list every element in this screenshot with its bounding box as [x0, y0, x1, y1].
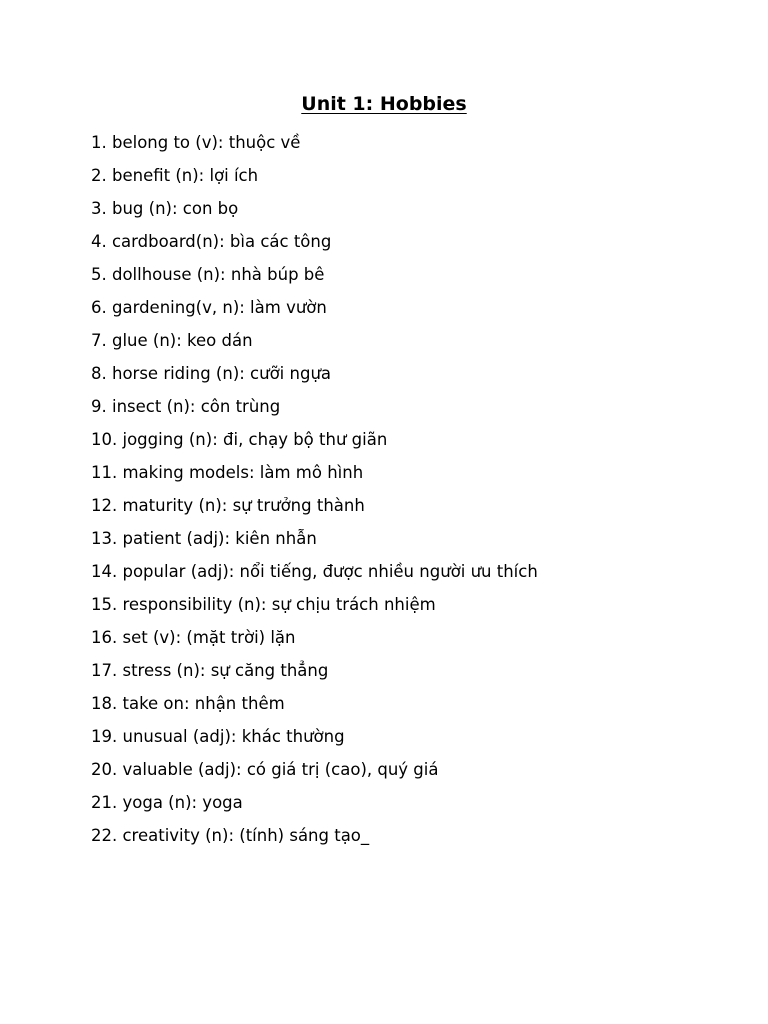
vocabulary-item: 15. responsibility (n): sự chịu trách nhiệm [91, 595, 436, 614]
vocabulary-item: 2. benefit (n): lợi ích [91, 166, 259, 185]
vocabulary-item: 4. cardboard(n): bìa các tông [91, 232, 332, 251]
vocabulary-item: 5. dollhouse (n): nhà búp bê [91, 265, 325, 284]
vocabulary-item: 9. insect (n): côn trùng [91, 397, 281, 416]
vocabulary-item: 19. unusual (adj): khác thường [91, 727, 345, 746]
vocabulary-item: 17. stress (n): sự căng thẳng [91, 661, 329, 680]
vocabulary-item: 7. glue (n): keo dán [91, 331, 253, 350]
vocabulary-item: 20. valuable (adj): có giá trị (cao), quý giá [91, 760, 439, 779]
vocabulary-item: 14. popular (adj): nổi tiếng, được nhiều người ưu thích [91, 562, 538, 581]
page-title: Unit 1: Hobbies [301, 93, 467, 115]
vocabulary-list [91, 126, 538, 852]
vocabulary-item: 11. making models: làm mô hình [91, 463, 364, 482]
vocabulary-item: 8. horse riding (n): cưỡi ngựa [91, 364, 332, 383]
vocabulary-item: 13. patient (adj): kiên nhẫn [91, 529, 317, 548]
vocabulary-item: 21. yoga (n): yoga [91, 793, 243, 812]
vocabulary-item: 22. creativity (n): (tính) sáng tạo_ [91, 826, 370, 845]
vocabulary-item: 6. gardening(v, n): làm vườn [91, 298, 327, 317]
vocabulary-item: 18. take on: nhận thêm [91, 694, 285, 713]
vocabulary-item: 12. maturity (n): sự trưởng thành [91, 496, 365, 515]
vocabulary-item: 16. set (v): (mặt trời) lặn [91, 628, 296, 647]
vocabulary-item: 3. bug (n): con bọ [91, 199, 239, 218]
vocabulary-item: 1. belong to (v): thuộc về [91, 133, 301, 152]
vocabulary-item: 10. jogging (n): đi, chạy bộ thư giãn [91, 430, 388, 449]
